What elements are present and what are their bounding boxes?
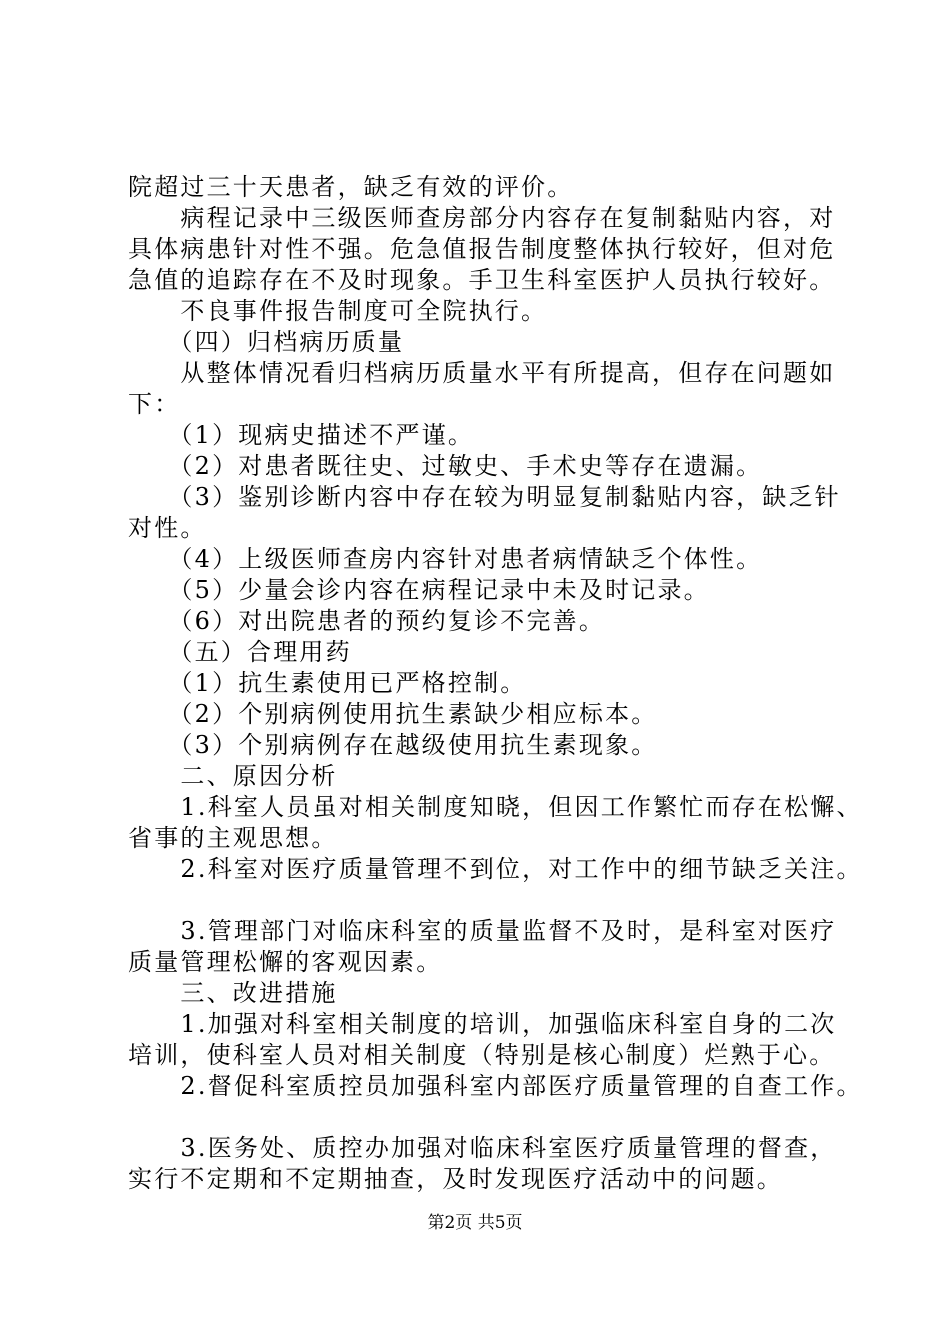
list-item: 2.督促科室质控员加强科室内部医疗质量管理的自查工作。: [128, 1072, 863, 1100]
document-body: [128, 172, 863, 1195]
list-item: （6）对出院患者的预约复诊不完善。: [128, 607, 606, 635]
text-line: 对性。: [128, 514, 207, 542]
blank-line: [128, 885, 848, 916]
text-line: 不良事件报告制度可全院执行。: [128, 297, 548, 325]
blank-line: [128, 1102, 848, 1133]
text-line: 培训，使科室人员对相关制度（特别是核心制度）烂熟于心。: [128, 1041, 836, 1069]
text-line: 实行不定期和不定期抽查，及时发现医疗活动中的问题。: [128, 1165, 783, 1193]
list-item: （3）个别病例存在越级使用抗生素现象。: [128, 731, 658, 759]
list-item: （2）对患者既往史、过敏史、手术史等存在遗漏。: [128, 452, 763, 480]
text-line: 下：: [128, 390, 181, 418]
list-item: （1）抗生素使用已严格控制。: [128, 669, 527, 697]
list-item: （5）少量会诊内容在病程记录中未及时记录。: [128, 576, 710, 604]
section-heading: （五）合理用药: [128, 638, 352, 666]
list-item: （1）现病史描述不严谨。: [128, 421, 475, 449]
list-item: 3.医务处、质控办加强对临床科室医疗质量管理的督查，: [128, 1134, 837, 1162]
text-line: 质量管理松懈的客观因素。: [128, 948, 443, 976]
list-item: （3）鉴别诊断内容中存在较为明显复制黏贴内容，缺乏针: [128, 483, 841, 511]
text-line: 从整体情况看归档病历质量水平有所提高，但存在问题如: [128, 359, 836, 387]
list-item: 2.科室对医疗质量管理不到位，对工作中的细节缺乏关注。: [128, 855, 863, 883]
text-line: 院超过三十天患者，缺乏有效的评价。: [128, 173, 574, 201]
text-line: 具体病患针对性不强。危急值报告制度整体执行较好，但对危: [128, 235, 836, 263]
list-item: 1.加强对科室相关制度的培训，加强临床科室自身的二次: [128, 1010, 837, 1038]
text-line: 急值的追踪存在不及时现象。手卫生科室医护人员执行较好。: [128, 266, 836, 294]
text-line: 病程记录中三级医师查房部分内容存在复制黏贴内容，对: [128, 204, 836, 232]
section-heading: 三、改进措施: [128, 979, 338, 1007]
list-item: （2）个别病例使用抗生素缺少相应标本。: [128, 700, 658, 728]
page-number-footer: 第2页 共5页: [427, 1213, 523, 1233]
section-heading: （四）归档病历质量: [128, 328, 405, 356]
text-line: 省事的主观思想。: [128, 824, 338, 852]
list-item: 1.科室人员虽对相关制度知晓，但因工作繁忙而存在松懈、: [128, 793, 863, 821]
section-heading: 二、原因分析: [128, 762, 338, 790]
list-item: （4）上级医师查房内容针对患者病情缺乏个体性。: [128, 545, 763, 573]
list-item: 3.管理部门对临床科室的质量监督不及时，是科室对医疗: [128, 917, 837, 945]
